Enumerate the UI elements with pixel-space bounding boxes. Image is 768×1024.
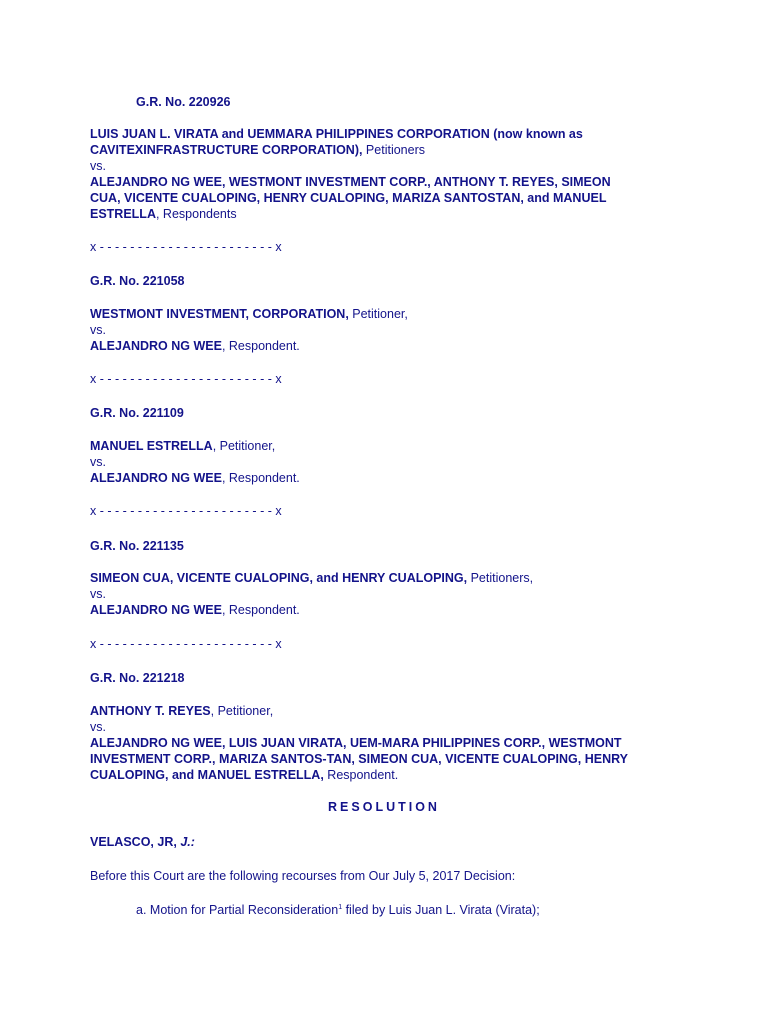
- case3-petitioner-name: MANUEL ESTRELLA: [90, 439, 213, 453]
- case-separator: x - - - - - - - - - - - - - - - - - - - - - - - x: [90, 240, 282, 254]
- recourse-item-text-cont: filed by Luis Juan L. Virata (Virata);: [342, 903, 540, 917]
- case5-vs: vs.: [90, 720, 106, 734]
- case1-petitioners-line1: LUIS JUAN L. VIRATA and UEMMARA PHILIPPINES CORPORATION (now known as: [90, 127, 583, 141]
- case1-respondents-line2: CUA, VICENTE CUALOPING, HENRY CUALOPING, MARIZA SANTOSTAN, and MANUEL: [90, 191, 607, 205]
- case-separator: x - - - - - - - - - - - - - - - - - - - - - - - x: [90, 637, 282, 651]
- case4-petitioner-name: SIMEON CUA, VICENTE CUALOPING, and HENRY CUALOPING,: [90, 571, 468, 585]
- case4-respondent-line: [90, 602, 300, 618]
- case2-petitioner-name: WESTMONT INVESTMENT, CORPORATION,: [90, 307, 349, 321]
- recourse-item-a: [136, 902, 540, 918]
- recourse-item-label: a.: [136, 903, 147, 917]
- case5-respondent-name: CUALOPING, and MANUEL ESTRELLA,: [90, 768, 324, 782]
- case3-petitioner-line: [90, 438, 275, 454]
- case3-respondent-line: [90, 470, 300, 486]
- gr-number-221058: G.R. No. 221058: [90, 274, 185, 288]
- case5-respondents-line1: ALEJANDRO NG WEE, LUIS JUAN VIRATA, UEM-MARA PHILIPPINES CORP., WESTMONT: [90, 736, 622, 750]
- case-separator: x - - - - - - - - - - - - - - - - - - - - - - - x: [90, 504, 282, 518]
- case4-petitioner-role: Petitioners,: [467, 571, 534, 585]
- case4-respondent-name: ALEJANDRO NG WEE: [90, 603, 222, 617]
- case2-respondent-name: ALEJANDRO NG WEE: [90, 339, 222, 353]
- case2-petitioner-line: [90, 306, 408, 322]
- case2-petitioner-role: Petitioner,: [348, 307, 408, 321]
- resolution-heading: RESOLUTION: [328, 800, 440, 814]
- ponente-name: VELASCO, JR,: [90, 835, 177, 849]
- gr-number-221135: G.R. No. 221135: [90, 539, 184, 553]
- case5-respondents-line3: [90, 767, 398, 783]
- case2-respondent-line: [90, 338, 300, 354]
- case5-petitioner-role: , Petitioner,: [210, 704, 274, 718]
- case3-petitioner-role: , Petitioner,: [212, 439, 276, 453]
- case4-respondent-role: , Respondent.: [221, 603, 300, 617]
- case1-petitioner-role: Petitioners: [362, 143, 425, 157]
- case1-respondents-line3: [90, 206, 237, 222]
- ponente-line: [90, 834, 195, 850]
- case5-petitioner-name: ANTHONY T. REYES: [90, 704, 211, 718]
- gr-number-221218: G.R. No. 221218: [90, 671, 185, 685]
- footnote-ref[interactable]: 1: [338, 903, 343, 911]
- case1-respondent-name: ESTRELLA: [90, 207, 156, 221]
- case5-petitioner-line: [90, 703, 273, 719]
- case5-respondent-role: Respondent.: [323, 768, 399, 782]
- case1-vs: vs.: [90, 159, 106, 173]
- intro-paragraph: Before this Court are the following recourses from Our July 5, 2017 Decision:: [90, 869, 516, 883]
- case3-vs: vs.: [90, 455, 106, 469]
- case1-petitioners-line2: [90, 142, 425, 158]
- case5-respondents-line2: INVESTMENT CORP., MARIZA SANTOS-TAN, SIMEON CUA, VICENTE CUALOPING, HENRY: [90, 752, 628, 766]
- case4-vs: vs.: [90, 587, 106, 601]
- case1-petitioner-name: CAVITEXINFRASTRUCTURE CORPORATION),: [90, 143, 363, 157]
- case2-respondent-role: , Respondent.: [221, 339, 300, 353]
- case4-petitioner-line: [90, 570, 533, 586]
- case1-respondent-role: , Respondents: [155, 207, 237, 221]
- recourse-item-text: Motion for Partial Reconsideration: [146, 903, 339, 917]
- case1-respondents-line1: ALEJANDRO NG WEE, WESTMONT INVESTMENT CORP., ANTHONY T. REYES, SIMEON: [90, 175, 611, 189]
- case3-respondent-name: ALEJANDRO NG WEE: [90, 471, 222, 485]
- case-separator: x - - - - - - - - - - - - - - - - - - - - - - - x: [90, 372, 282, 386]
- case3-respondent-role: , Respondent.: [221, 471, 300, 485]
- gr-number-220926: G.R. No. 220926: [136, 95, 231, 109]
- gr-number-221109: G.R. No. 221109: [90, 406, 184, 420]
- ponente-title: J.:: [180, 835, 195, 849]
- case2-vs: vs.: [90, 323, 106, 337]
